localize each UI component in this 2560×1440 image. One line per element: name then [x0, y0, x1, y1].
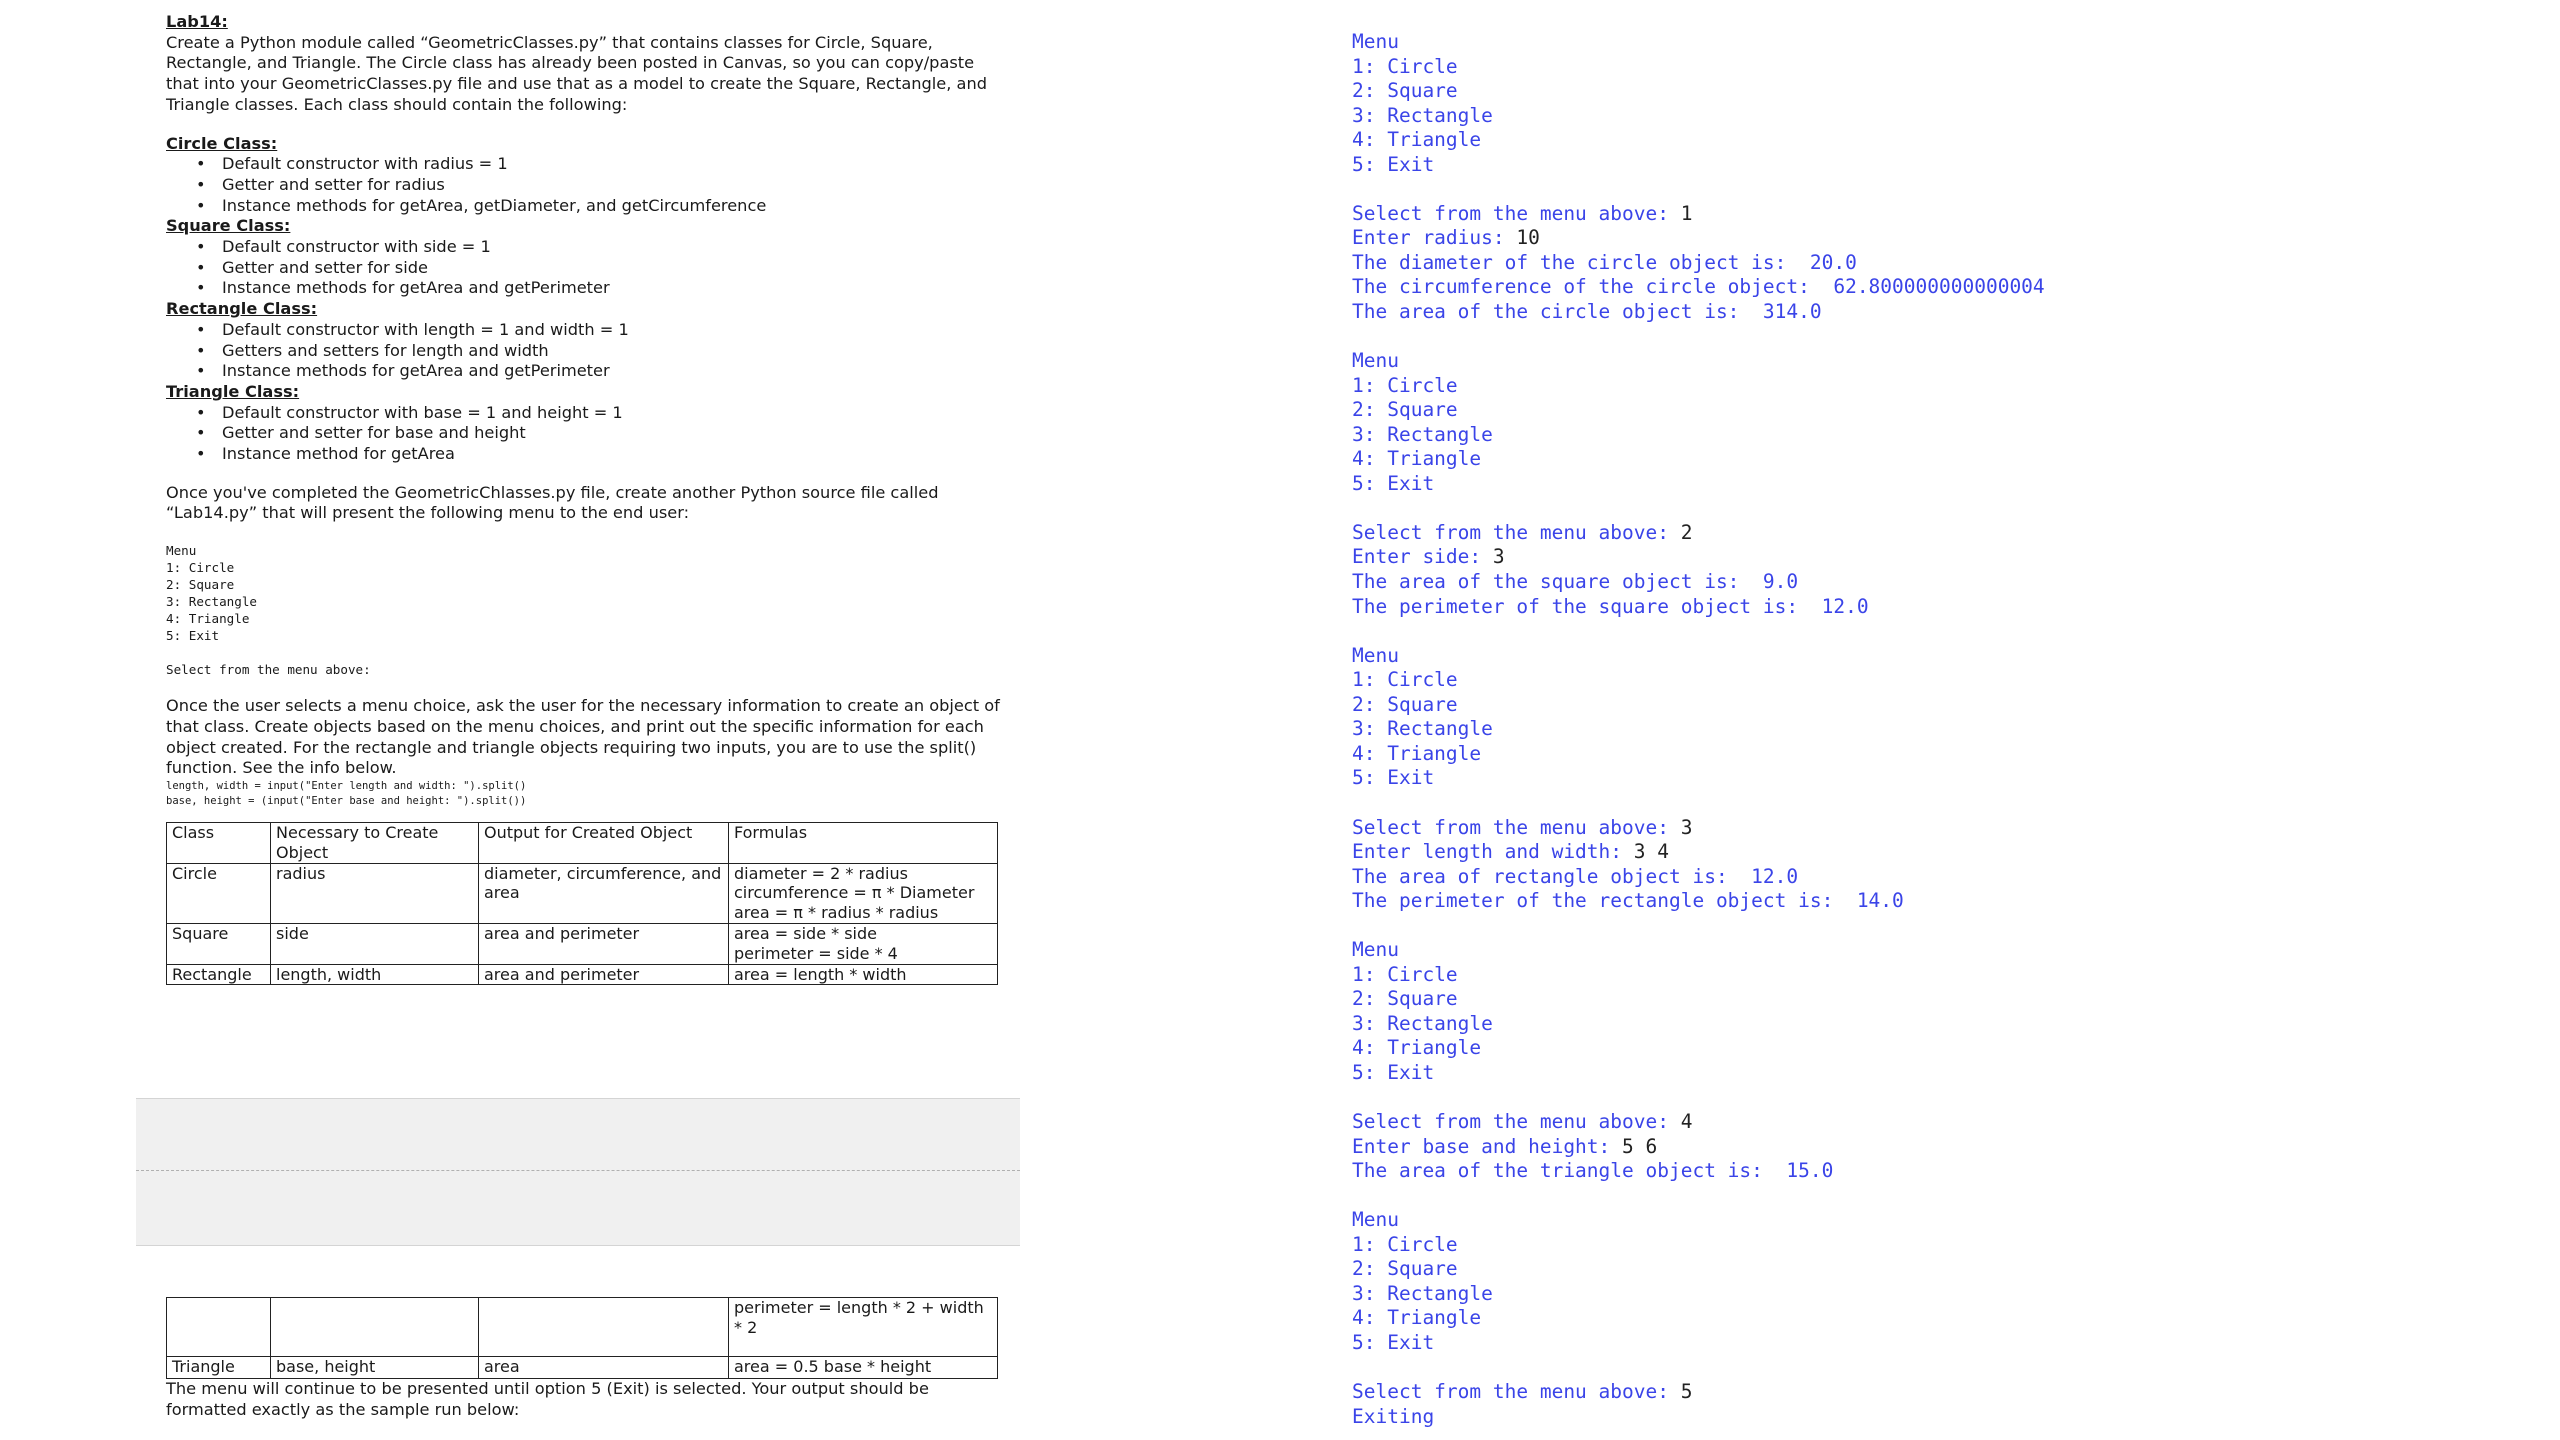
- table-cell: area = 0.5 base * height: [729, 1357, 998, 1379]
- table-cell: side: [271, 923, 479, 964]
- console-line: [1352, 595, 2542, 620]
- console-user-input: 1: [1680, 201, 1693, 225]
- table-cell: area = side * side perimeter = side * 4: [729, 923, 998, 964]
- console-text: 1: Circle: [1352, 373, 1458, 397]
- bullet-item: • Default constructor with length = 1 and width = 1: [222, 320, 1006, 341]
- table-cell: area: [479, 1357, 729, 1379]
- console-line: [1352, 1405, 2542, 1430]
- console-text: 5: Exit: [1352, 471, 1435, 495]
- console-line: [1352, 325, 2542, 350]
- console-text: 1: Circle: [1352, 54, 1458, 78]
- console-user-input: 2: [1680, 520, 1693, 544]
- bullet-item: • Getter and setter for side: [222, 258, 1006, 279]
- console-line: [1352, 963, 2542, 988]
- console-user-input: 3: [1492, 545, 1505, 569]
- table-header-row: [167, 822, 998, 863]
- page-break-line: [136, 1170, 1020, 1171]
- table-header-cell: Necessary to Create Object: [271, 822, 479, 863]
- bullet-item: • Instance method for getArea: [222, 444, 1006, 465]
- console-text: Enter base and height:: [1352, 1134, 1623, 1158]
- bullet-item: • Instance methods for getArea and getPerimeter: [222, 278, 1006, 299]
- bullet-item: • Getters and setters for length and width: [222, 341, 1006, 362]
- console-line: [1352, 619, 2542, 644]
- table-row: [167, 1298, 998, 1357]
- console-line: [1352, 1135, 2542, 1160]
- table-row: [167, 863, 998, 923]
- section-circle: [166, 134, 1006, 217]
- console-line: [1352, 202, 2542, 227]
- console-text: 1: Circle: [1352, 962, 1458, 986]
- section-heading: Circle Class:: [166, 133, 278, 153]
- console-text: The perimeter of the rectangle object is: 14.0: [1352, 889, 1904, 913]
- table-row: [167, 964, 998, 985]
- section-triangle: [166, 382, 1006, 465]
- code-sample: [166, 779, 1006, 809]
- page-break: [136, 1098, 1020, 1246]
- bullet-item: • Instance methods for getArea and getPerimeter: [222, 361, 1006, 382]
- console-line: [1352, 423, 2542, 448]
- class-table-continued: [166, 1297, 998, 1379]
- code-line: length, width = input("Enter length and width: ").split(): [166, 779, 527, 792]
- console-text: 1: Circle: [1352, 668, 1458, 692]
- console-text: The perimeter of the square object is: 12.0: [1352, 594, 1869, 618]
- sample-run-output: [1352, 30, 2542, 1429]
- console-text: Select from the menu above:: [1352, 1380, 1681, 1404]
- table-cell: area and perimeter: [479, 923, 729, 964]
- console-text: The circumference of the circle object: 62.800000000000004: [1352, 275, 2045, 299]
- console-text: Enter side:: [1352, 545, 1493, 569]
- console-text: Select from the menu above:: [1352, 201, 1681, 225]
- console-text: Enter radius:: [1352, 226, 1517, 250]
- console-line: [1352, 545, 2542, 570]
- lab-title: Lab14:: [166, 12, 228, 31]
- console-line: [1352, 300, 2542, 325]
- console-line: [1352, 987, 2542, 1012]
- bullet-item: • Default constructor with base = 1 and height = 1: [222, 403, 1006, 424]
- console-line: [1352, 1208, 2542, 1233]
- table-cell: [479, 1298, 729, 1357]
- console-line: [1352, 104, 2542, 129]
- console-text: 5: Exit: [1352, 1330, 1435, 1354]
- console-user-input: 3 4: [1633, 840, 1669, 864]
- console-text: 4: Triangle: [1352, 447, 1482, 471]
- console-line: [1352, 55, 2542, 80]
- console-text: 5: Exit: [1352, 152, 1435, 176]
- console-text: 4: Triangle: [1352, 1036, 1482, 1060]
- console-line: [1352, 521, 2542, 546]
- select-sample-line: Select from the menu above:: [166, 662, 371, 678]
- console-line: [1352, 644, 2542, 669]
- console-text: Menu: [1352, 30, 1399, 53]
- console-line: [1352, 1036, 2542, 1061]
- console-line: [1352, 30, 2542, 55]
- table-row: [167, 923, 998, 964]
- table-cell: Rectangle: [167, 964, 271, 985]
- console-text: 5: Exit: [1352, 1060, 1435, 1084]
- console-text: 3: Rectangle: [1352, 422, 1493, 446]
- table-cell: Circle: [167, 863, 271, 923]
- console-user-input: 10: [1516, 226, 1540, 250]
- console-line: [1352, 79, 2542, 104]
- console-text: Menu: [1352, 938, 1399, 962]
- bullet-item: • Default constructor with side = 1: [222, 237, 1006, 258]
- console-text: 3: Rectangle: [1352, 103, 1493, 127]
- console-line: [1352, 840, 2542, 865]
- console-line: [1352, 496, 2542, 521]
- console-line: [1352, 251, 2542, 276]
- console-line: [1352, 668, 2542, 693]
- bullet-item: • Getter and setter for radius: [222, 175, 1006, 196]
- table-cell: diameter = 2 * radius circumference = π * Diameter area = π * radius * radius: [729, 863, 998, 923]
- console-text: Enter length and width:: [1352, 840, 1634, 864]
- console-line: [1352, 766, 2542, 791]
- console-text: 4: Triangle: [1352, 1306, 1482, 1330]
- menu-sample-line: 1: Circle: [166, 560, 235, 576]
- console-line: [1352, 938, 2542, 963]
- table-cell: [167, 1298, 271, 1357]
- menu-sample-line: Menu: [166, 543, 197, 559]
- console-line: [1352, 693, 2542, 718]
- console-user-input: 4: [1680, 1110, 1693, 1134]
- console-text: 4: Triangle: [1352, 128, 1482, 152]
- class-table: [166, 822, 998, 985]
- code-line: base, height = (input("Enter base and height: ").split()): [166, 794, 527, 807]
- lab14-paragraph: Once you've completed the GeometricChlasses.py file, create another Python source file called “Lab14.py” that will present the following menu to the end user:: [166, 482, 939, 523]
- console-line: [1352, 717, 2542, 742]
- console-line: [1352, 447, 2542, 472]
- console-line: [1352, 816, 2542, 841]
- console-line: [1352, 889, 2542, 914]
- console-line: [1352, 1282, 2542, 1307]
- console-text: 2: Square: [1352, 987, 1458, 1011]
- console-line: [1352, 128, 2542, 153]
- console-line: [1352, 570, 2542, 595]
- console-line: [1352, 1086, 2542, 1111]
- table-cell: radius: [271, 863, 479, 923]
- console-line: [1352, 349, 2542, 374]
- console-line: [1352, 1012, 2542, 1037]
- console-text: Menu: [1352, 349, 1399, 373]
- console-text: 2: Square: [1352, 398, 1458, 422]
- table-cell: area and perimeter: [479, 964, 729, 985]
- console-text: Exiting: [1352, 1404, 1435, 1428]
- section-heading: Triangle Class:: [166, 381, 300, 401]
- instructions-paragraph: Once the user selects a menu choice, ask the user for the necessary information to create an object of that class. Create objects based on the menu choices, and print out the specific information for each object created. For the rectangle and triangle objects requiring two inputs, you are to use the split() function. See the info below.: [166, 696, 1000, 778]
- console-line: [1352, 275, 2542, 300]
- menu-sample-line: 2: Square: [166, 577, 235, 593]
- console-line: [1352, 1233, 2542, 1258]
- console-user-input: 5 6: [1622, 1134, 1658, 1158]
- console-text: Menu: [1352, 1208, 1399, 1232]
- console-line: [1352, 1110, 2542, 1135]
- table-header-cell: Formulas: [729, 822, 998, 863]
- section-heading: Square Class:: [166, 216, 291, 236]
- console-line: [1352, 742, 2542, 767]
- section-heading: Rectangle Class:: [166, 299, 318, 319]
- closing-paragraph: The menu will continue to be presented until option 5 (Exit) is selected. Your output should be formatted exactly as the sample run below:: [166, 1379, 929, 1419]
- assignment-document: [166, 12, 1006, 985]
- console-line: [1352, 374, 2542, 399]
- console-user-input: 5: [1680, 1380, 1693, 1404]
- console-text: Select from the menu above:: [1352, 520, 1681, 544]
- console-text: 3: Rectangle: [1352, 1011, 1493, 1035]
- assignment-document-page2: [166, 1297, 1006, 1420]
- console-line: [1352, 153, 2542, 178]
- console-line: [1352, 791, 2542, 816]
- table-cell: [271, 1298, 479, 1357]
- console-line: [1352, 1184, 2542, 1209]
- console-line: [1352, 1380, 2542, 1405]
- console-line: [1352, 1257, 2542, 1282]
- table-cell: Triangle: [167, 1357, 271, 1379]
- console-text: Select from the menu above:: [1352, 1110, 1681, 1134]
- table-row: [167, 1357, 998, 1379]
- console-text: Select from the menu above:: [1352, 815, 1681, 839]
- console-line: [1352, 1331, 2542, 1356]
- table-cell: area = length * width: [729, 964, 998, 985]
- bullet-item: • Instance methods for getArea, getDiameter, and getCircumference: [222, 196, 1006, 217]
- table-header-cell: Class: [167, 822, 271, 863]
- bullet-item: • Default constructor with radius = 1: [222, 154, 1006, 175]
- menu-sample-line: 4: Triangle: [166, 611, 250, 627]
- intro-paragraph: Create a Python module called “GeometricClasses.py” that contains classes for Circle, Square, Rectangle, and Triangle. The Circle class has already been posted in Canvas, so you can copy/paste that into your GeometricClasses.py file and use that as a model to create the Square, Rectangle, and Triangle classes. Each class should contain the following:: [166, 32, 988, 114]
- console-text: 3: Rectangle: [1352, 717, 1493, 741]
- console-text: 2: Square: [1352, 79, 1458, 103]
- console-text: The area of rectangle object is: 12.0: [1352, 864, 1799, 888]
- console-line: [1352, 1061, 2542, 1086]
- menu-sample-line: 3: Rectangle: [166, 594, 257, 610]
- console-line: [1352, 1356, 2542, 1381]
- console-text: 5: Exit: [1352, 766, 1435, 790]
- console-user-input: 3: [1680, 815, 1693, 839]
- table-header-cell: Output for Created Object: [479, 822, 729, 863]
- console-line: [1352, 1306, 2542, 1331]
- menu-sample: [166, 542, 1006, 678]
- console-text: Menu: [1352, 643, 1399, 667]
- console-line: [1352, 914, 2542, 939]
- section-rectangle: [166, 299, 1006, 382]
- console-text: 2: Square: [1352, 1257, 1458, 1281]
- console-text: 1: Circle: [1352, 1232, 1458, 1256]
- console-line: [1352, 1159, 2542, 1184]
- console-line: [1352, 226, 2542, 251]
- console-text: 3: Rectangle: [1352, 1281, 1493, 1305]
- table-cell: Square: [167, 923, 271, 964]
- menu-sample-line: 5: Exit: [166, 628, 220, 644]
- console-text: 2: Square: [1352, 692, 1458, 716]
- console-line: [1352, 865, 2542, 890]
- section-square: [166, 216, 1006, 299]
- console-line: [1352, 177, 2542, 202]
- console-line: [1352, 398, 2542, 423]
- console-text: The area of the circle object is: 314.0: [1352, 300, 1822, 324]
- table-cell: length, width: [271, 964, 479, 985]
- table-cell: perimeter = length * 2 + width * 2: [729, 1298, 998, 1357]
- console-line: [1352, 472, 2542, 497]
- console-text: The area of the square object is: 9.0: [1352, 570, 1799, 594]
- console-text: The area of the triangle object is: 15.0: [1352, 1159, 1834, 1183]
- console-text: 4: Triangle: [1352, 741, 1482, 765]
- bullet-item: • Getter and setter for base and height: [222, 423, 1006, 444]
- console-text: The diameter of the circle object is: 20.0: [1352, 250, 1857, 274]
- table-cell: base, height: [271, 1357, 479, 1379]
- table-cell: diameter, circumference, and area: [479, 863, 729, 923]
